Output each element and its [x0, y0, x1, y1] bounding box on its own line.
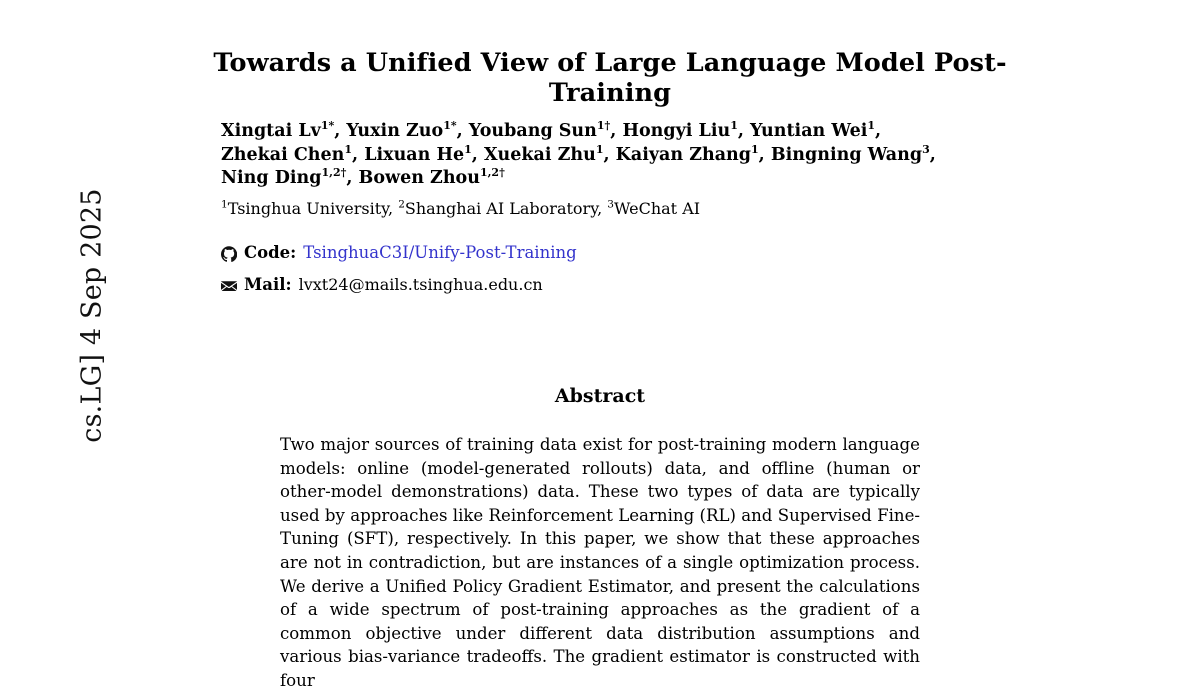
author-list: Xingtai $Lv^{1*}$, Yuxin Zuo$^{1*}$, Youbang Sun$^{1\dagger}$, Hongyi Liu$^1$, Yuntian Wei$^1$, Zhekai Chen$^1$, Lixuan He$^1$, Xuekai Zhu$^1$, Kaiyan Zhang$^1$, Bingning Wang$^3$, Ning Ding$^{1,2\dagger}$, Bowen Zhou$^{1,2\dagger}$	[221, 119, 936, 188]
code-label: Code:	[244, 243, 297, 262]
envelope-icon	[221, 278, 237, 294]
code-repo-link[interactable]: TsinghuaC3I/Unify-Post-Training	[303, 243, 577, 262]
mail-address[interactable]: lvxt24@mails.tsinghua.edu.cn	[298, 275, 543, 294]
abstract-paragraph: Two major sources of training data exist for post-training modern language models: online (model-generated rollouts) data, and offline (human or other-model demonstrations) data. These two types of data are typically used by approaches like Reinforcement Learning (RL) and Supervised Fine-Tuning (SFT), respectively. In this paper, we show that these approaches are not in contradiction, but are instances of a single optimization process. We derive a Unified Policy Gradient Estimator, and present the calculations of a wide spectrum of post-training approaches as the gradient of a common objective under different data distribution assumptions and various bias-variance tradeoffs. The gradient estimator is constructed with four	[280, 435, 920, 690]
abstract-body	[280, 433, 920, 693]
code-link-line[interactable]	[221, 243, 577, 263]
mail-line[interactable]	[221, 275, 543, 295]
arxiv-vertical-stamp: cs.LG] 4 Sep 2025	[76, 188, 108, 443]
abstract-heading: Abstract	[554, 385, 646, 407]
affiliation-list: $^1$Tsinghua University, $^2$Shanghai AI Laboratory, $^3$WeChat AI	[221, 198, 701, 218]
page-title: Towards a Unified View of Large Language Model Post-Training	[213, 48, 1007, 108]
mail-label: Mail:	[244, 275, 292, 294]
github-icon	[221, 246, 237, 262]
